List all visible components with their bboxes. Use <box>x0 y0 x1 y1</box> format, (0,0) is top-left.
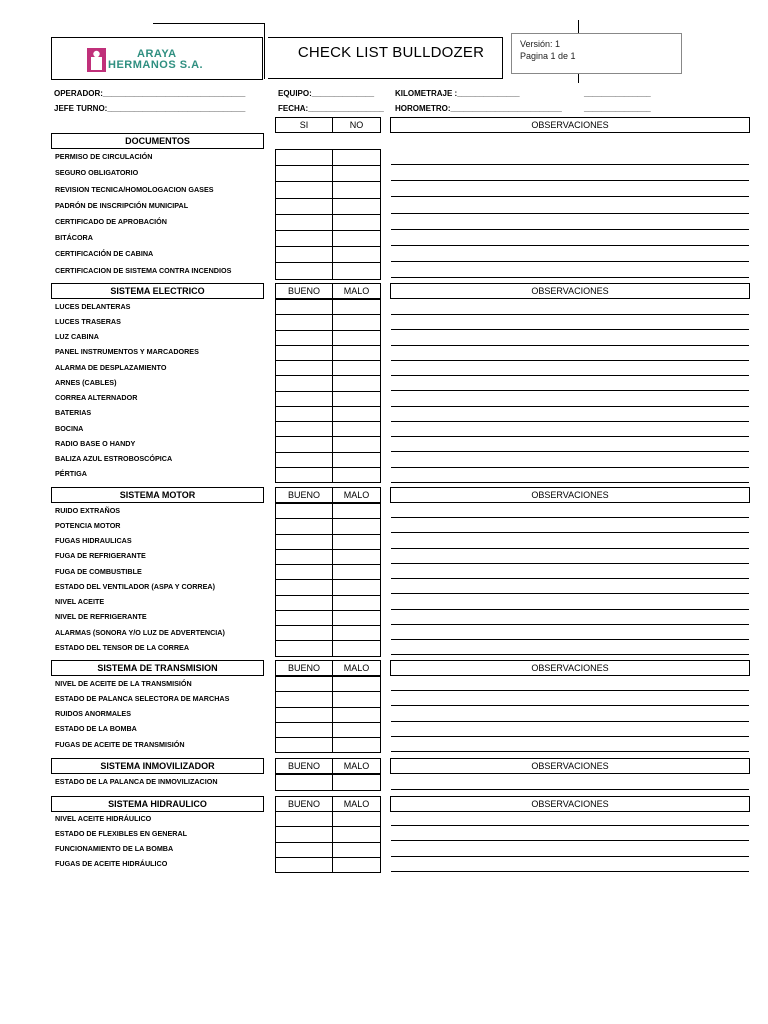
check-cell-2[interactable] <box>332 360 381 376</box>
observation-line[interactable] <box>391 345 749 346</box>
section-title: SISTEMA MOTOR <box>51 487 264 503</box>
checklist-item-label: CORREA ALTERNADOR <box>55 393 138 403</box>
column-head-2: MALO <box>332 660 381 676</box>
header-divider <box>264 23 265 79</box>
check-cell-1[interactable] <box>275 375 333 391</box>
observation-line[interactable] <box>391 825 749 826</box>
observation-line[interactable] <box>391 375 749 376</box>
observation-line[interactable] <box>391 654 749 655</box>
column-head-1: BUENO <box>275 796 333 812</box>
check-cell-2[interactable] <box>332 214 381 231</box>
check-cell-2[interactable] <box>332 165 381 182</box>
horometro-field[interactable]: HOROMETRO:_________________________ <box>395 104 562 113</box>
title-top-line <box>268 37 502 38</box>
check-cell-1[interactable] <box>275 534 333 550</box>
check-cell-1[interactable] <box>275 676 333 692</box>
checklist-item-label: LUCES DELANTERAS <box>55 301 131 311</box>
observation-line[interactable] <box>391 482 749 483</box>
checklist-item-label: CERTIFICADO DE APROBACIÓN <box>55 216 167 226</box>
title-bottom-line <box>268 78 502 79</box>
checklist-item-label: CERTIFICACIÓN DE CABINA <box>55 249 154 259</box>
column-head-1: BUENO <box>275 758 333 774</box>
observation-line[interactable] <box>391 721 749 722</box>
observation-line[interactable] <box>391 690 749 691</box>
check-cell-2[interactable] <box>332 857 381 873</box>
observations-head: OBSERVACIONES <box>390 487 750 503</box>
observation-line[interactable] <box>391 421 749 422</box>
column-head-2: MALO <box>332 758 381 774</box>
checklist-item-label: POTENCIA MOTOR <box>55 520 121 530</box>
observation-line[interactable] <box>391 329 749 330</box>
observation-line[interactable] <box>391 196 749 197</box>
check-cell-2[interactable] <box>332 737 381 753</box>
checklist-item-label: FUGAS HIDRAULICAS <box>55 536 132 546</box>
column-head-1: BUENO <box>275 487 333 503</box>
column-head-2: MALO <box>332 487 381 503</box>
check-cell-1[interactable] <box>275 610 333 626</box>
observation-line[interactable] <box>391 639 749 640</box>
checklist-item-label: RADIO BASE O HANDY <box>55 438 136 448</box>
check-cell-1[interactable] <box>275 246 333 263</box>
check-cell-1[interactable] <box>275 181 333 198</box>
check-cell-1[interactable] <box>275 722 333 738</box>
company-name-line1: ARAYA <box>137 48 177 60</box>
check-cell-1[interactable] <box>275 737 333 753</box>
observation-line[interactable] <box>391 578 749 579</box>
check-cell-2[interactable] <box>332 230 381 247</box>
check-cell-1[interactable] <box>275 391 333 407</box>
checklist-item-label: NIVEL DE REFRIGERANTE <box>55 612 147 622</box>
observation-line[interactable] <box>391 180 749 181</box>
check-cell-1[interactable] <box>275 314 333 330</box>
checklist-item-label: PÉRTIGA <box>55 469 87 479</box>
check-cell-1[interactable] <box>275 421 333 437</box>
check-cell-2[interactable] <box>332 467 381 483</box>
column-head-1: BUENO <box>275 660 333 676</box>
check-cell-2[interactable] <box>332 436 381 452</box>
check-cell-2[interactable] <box>332 774 381 791</box>
checklist-item-label: REVISION TECNICA/HOMOLOGACION GASES <box>55 184 214 194</box>
page-number: Pagina 1 de 1 <box>520 51 576 61</box>
check-cell-1[interactable] <box>275 299 333 315</box>
checklist-item-label: ARNES (CABLES) <box>55 377 117 387</box>
check-cell-2[interactable] <box>332 262 381 279</box>
observations-head: OBSERVACIONES <box>390 117 750 133</box>
operador-field[interactable]: OPERADOR:________________________________ <box>54 89 246 98</box>
check-cell-1[interactable] <box>275 691 333 707</box>
checklist-item-label: ESTADO DEL TENSOR DE LA CORREA <box>55 642 190 652</box>
checklist-item-label: ESTADO DE FLEXIBLES EN GENERAL <box>55 828 188 838</box>
observation-line[interactable] <box>391 705 749 706</box>
horometro-extra-field[interactable]: _______________ <box>584 104 651 113</box>
check-cell-1[interactable] <box>275 467 333 483</box>
observation-line[interactable] <box>391 164 749 165</box>
check-cell-2[interactable] <box>332 406 381 422</box>
check-cell-2[interactable] <box>332 811 381 827</box>
check-cell-2[interactable] <box>332 722 381 738</box>
checklist-item-label: FUGAS DE ACEITE HIDRÁULICO <box>55 859 168 869</box>
observations-head: OBSERVACIONES <box>390 758 750 774</box>
observation-line[interactable] <box>391 277 749 278</box>
check-cell-2[interactable] <box>332 503 381 519</box>
check-cell-2[interactable] <box>332 375 381 391</box>
check-cell-1[interactable] <box>275 214 333 231</box>
observations-head: OBSERVACIONES <box>390 283 750 299</box>
observation-line[interactable] <box>391 624 749 625</box>
check-cell-1[interactable] <box>275 406 333 422</box>
observation-line[interactable] <box>391 871 749 872</box>
check-cell-2[interactable] <box>332 345 381 361</box>
check-cell-1[interactable] <box>275 230 333 247</box>
section-title: SISTEMA INMOVILIZADOR <box>51 758 264 774</box>
page-title: CHECK LIST BULLDOZER <box>297 44 485 61</box>
observation-line[interactable] <box>391 751 749 752</box>
check-cell-1[interactable] <box>275 149 333 166</box>
observations-head: OBSERVACIONES <box>390 660 750 676</box>
version-box <box>511 33 682 74</box>
checklist-item-label: ESTADO DE LA BOMBA <box>55 724 137 734</box>
check-cell-1[interactable] <box>275 564 333 580</box>
check-cell-2[interactable] <box>332 610 381 626</box>
check-cell-2[interactable] <box>332 518 381 534</box>
observation-line[interactable] <box>391 532 749 533</box>
check-cell-1[interactable] <box>275 436 333 452</box>
check-cell-2[interactable] <box>332 579 381 595</box>
check-cell-2[interactable] <box>332 391 381 407</box>
company-name-line2: HERMANOS S.A. <box>108 59 204 71</box>
jefe-turno-field[interactable]: JEFE TURNO:_______________________________ <box>54 104 246 113</box>
version-text: Versión: 1 <box>520 39 561 49</box>
observation-line[interactable] <box>391 390 749 391</box>
check-cell-1[interactable] <box>275 774 333 791</box>
kilometraje-extra-field[interactable]: _______________ <box>584 89 651 98</box>
section-title: DOCUMENTOS <box>51 133 264 149</box>
observation-line[interactable] <box>391 314 749 315</box>
check-cell-1[interactable] <box>275 198 333 215</box>
check-cell-2[interactable] <box>332 691 381 707</box>
check-cell-1[interactable] <box>275 360 333 376</box>
check-cell-2[interactable] <box>332 640 381 656</box>
check-cell-1[interactable] <box>275 579 333 595</box>
section-title: SISTEMA HIDRAULICO <box>51 796 264 812</box>
check-cell-1[interactable] <box>275 452 333 468</box>
checklist-item-label: NIVEL ACEITE HIDRÁULICO <box>55 813 152 823</box>
observation-line[interactable] <box>391 229 749 230</box>
observation-line[interactable] <box>391 517 749 518</box>
kilometraje-field[interactable]: KILOMETRAJE :______________ <box>395 89 520 98</box>
checklist-item-label: PANEL INSTRUMENTOS Y MARCADORES <box>55 347 199 357</box>
checklist-item-label: NIVEL DE ACEITE DE LA TRANSMISIÓN <box>55 678 192 688</box>
checklist-item-label: BOCINA <box>55 423 84 433</box>
check-cell-2[interactable] <box>332 826 381 842</box>
check-cell-1[interactable] <box>275 503 333 519</box>
column-head-2: MALO <box>332 283 381 299</box>
company-logo-icon <box>86 47 107 73</box>
observation-line[interactable] <box>391 406 749 407</box>
checklist-item-label: SEGURO OBLIGATORIO <box>55 168 139 178</box>
checklist-item-label: PADRÓN DE INSCRIPCIÓN MUNICIPAL <box>55 200 189 210</box>
check-cell-2[interactable] <box>332 564 381 580</box>
checklist-item-label: ALARMA DE DESPLAZAMIENTO <box>55 362 167 372</box>
column-head-2: NO <box>332 117 381 133</box>
checklist-item-label: CERTIFICACION DE SISTEMA CONTRA INCENDIOS <box>55 265 232 275</box>
checklist-item-label: BITÁCORA <box>55 233 93 243</box>
check-cell-2[interactable] <box>332 181 381 198</box>
observation-line[interactable] <box>391 563 749 564</box>
checklist-item-label: ESTADO DEL VENTILADOR (ASPA Y CORREA) <box>55 581 215 591</box>
check-cell-2[interactable] <box>332 149 381 166</box>
observation-line[interactable] <box>391 451 749 452</box>
section-title: SISTEMA ELECTRICO <box>51 283 264 299</box>
check-cell-2[interactable] <box>332 330 381 346</box>
check-cell-2[interactable] <box>332 842 381 858</box>
check-cell-2[interactable] <box>332 314 381 330</box>
check-cell-1[interactable] <box>275 330 333 346</box>
check-cell-1[interactable] <box>275 165 333 182</box>
checklist-item-label: BATERIAS <box>55 408 92 418</box>
check-cell-2[interactable] <box>332 595 381 611</box>
column-head-1: BUENO <box>275 283 333 299</box>
observation-line[interactable] <box>391 245 749 246</box>
section-title: SISTEMA DE TRANSMISION <box>51 660 264 676</box>
check-cell-2[interactable] <box>332 625 381 641</box>
check-cell-1[interactable] <box>275 625 333 641</box>
checklist-item-label: LUZ CABINA <box>55 332 99 342</box>
observation-line[interactable] <box>391 736 749 737</box>
checklist-item-label: ESTADO DE LA PALANCA DE INMOVILIZACION <box>55 776 218 786</box>
check-cell-2[interactable] <box>332 707 381 723</box>
observation-line[interactable] <box>391 789 749 790</box>
checklist-item-label: PERMISO DE CIRCULACIÓN <box>55 152 153 162</box>
header-top-line <box>153 23 264 24</box>
check-cell-1[interactable] <box>275 345 333 361</box>
check-cell-2[interactable] <box>332 549 381 565</box>
checklist-item-label: FUNCIONAMIENTO DE LA BOMBA <box>55 844 174 854</box>
check-cell-2[interactable] <box>332 676 381 692</box>
check-cell-1[interactable] <box>275 707 333 723</box>
observation-line[interactable] <box>391 261 749 262</box>
check-cell-1[interactable] <box>275 549 333 565</box>
check-cell-2[interactable] <box>332 452 381 468</box>
equipo-field[interactable]: EQUIPO:______________ <box>278 89 375 98</box>
checklist-item-label: NIVEL ACEITE <box>55 597 105 607</box>
observation-line[interactable] <box>391 856 749 857</box>
checklist-item-label: LUCES TRASERAS <box>55 316 121 326</box>
check-cell-2[interactable] <box>332 299 381 315</box>
column-head-2: MALO <box>332 796 381 812</box>
check-cell-1[interactable] <box>275 518 333 534</box>
checklist-item-label: FUGAS DE ACEITE DE TRANSMISIÓN <box>55 739 185 749</box>
observation-line[interactable] <box>391 593 749 594</box>
check-cell-1[interactable] <box>275 811 333 827</box>
checklist-item-label: BALIZA AZUL ESTROBOSCÓPICA <box>55 454 173 464</box>
check-cell-1[interactable] <box>275 826 333 842</box>
observation-line[interactable] <box>391 840 749 841</box>
check-cell-1[interactable] <box>275 595 333 611</box>
observations-head: OBSERVACIONES <box>390 796 750 812</box>
observation-line[interactable] <box>391 213 749 214</box>
checklist-item-label: FUGA DE REFRIGERANTE <box>55 551 146 561</box>
check-cell-1[interactable] <box>275 640 333 656</box>
check-cell-1[interactable] <box>275 857 333 873</box>
observation-line[interactable] <box>391 548 749 549</box>
check-cell-2[interactable] <box>332 421 381 437</box>
checklist-item-label: RUIDO EXTRAÑOS <box>55 505 121 515</box>
checklist-item-label: ESTADO DE PALANCA SELECTORA DE MARCHAS <box>55 693 230 703</box>
observation-line[interactable] <box>391 436 749 437</box>
check-cell-1[interactable] <box>275 262 333 279</box>
fecha-field[interactable]: FECHA:_________________ <box>278 104 384 113</box>
observation-line[interactable] <box>391 467 749 468</box>
check-cell-2[interactable] <box>332 198 381 215</box>
check-cell-1[interactable] <box>275 842 333 858</box>
check-cell-2[interactable] <box>332 246 381 263</box>
column-head-1: SI <box>275 117 333 133</box>
checklist-item-label: RUIDOS ANORMALES <box>55 709 132 719</box>
check-cell-2[interactable] <box>332 534 381 550</box>
header-right-tick-lower <box>578 73 579 83</box>
checklist-item-label: ALARMAS (SONORA Y/O LUZ DE ADVERTENCIA) <box>55 627 225 637</box>
observation-line[interactable] <box>391 360 749 361</box>
checklist-item-label: FUGA DE COMBUSTIBLE <box>55 566 142 576</box>
observation-line[interactable] <box>391 609 749 610</box>
